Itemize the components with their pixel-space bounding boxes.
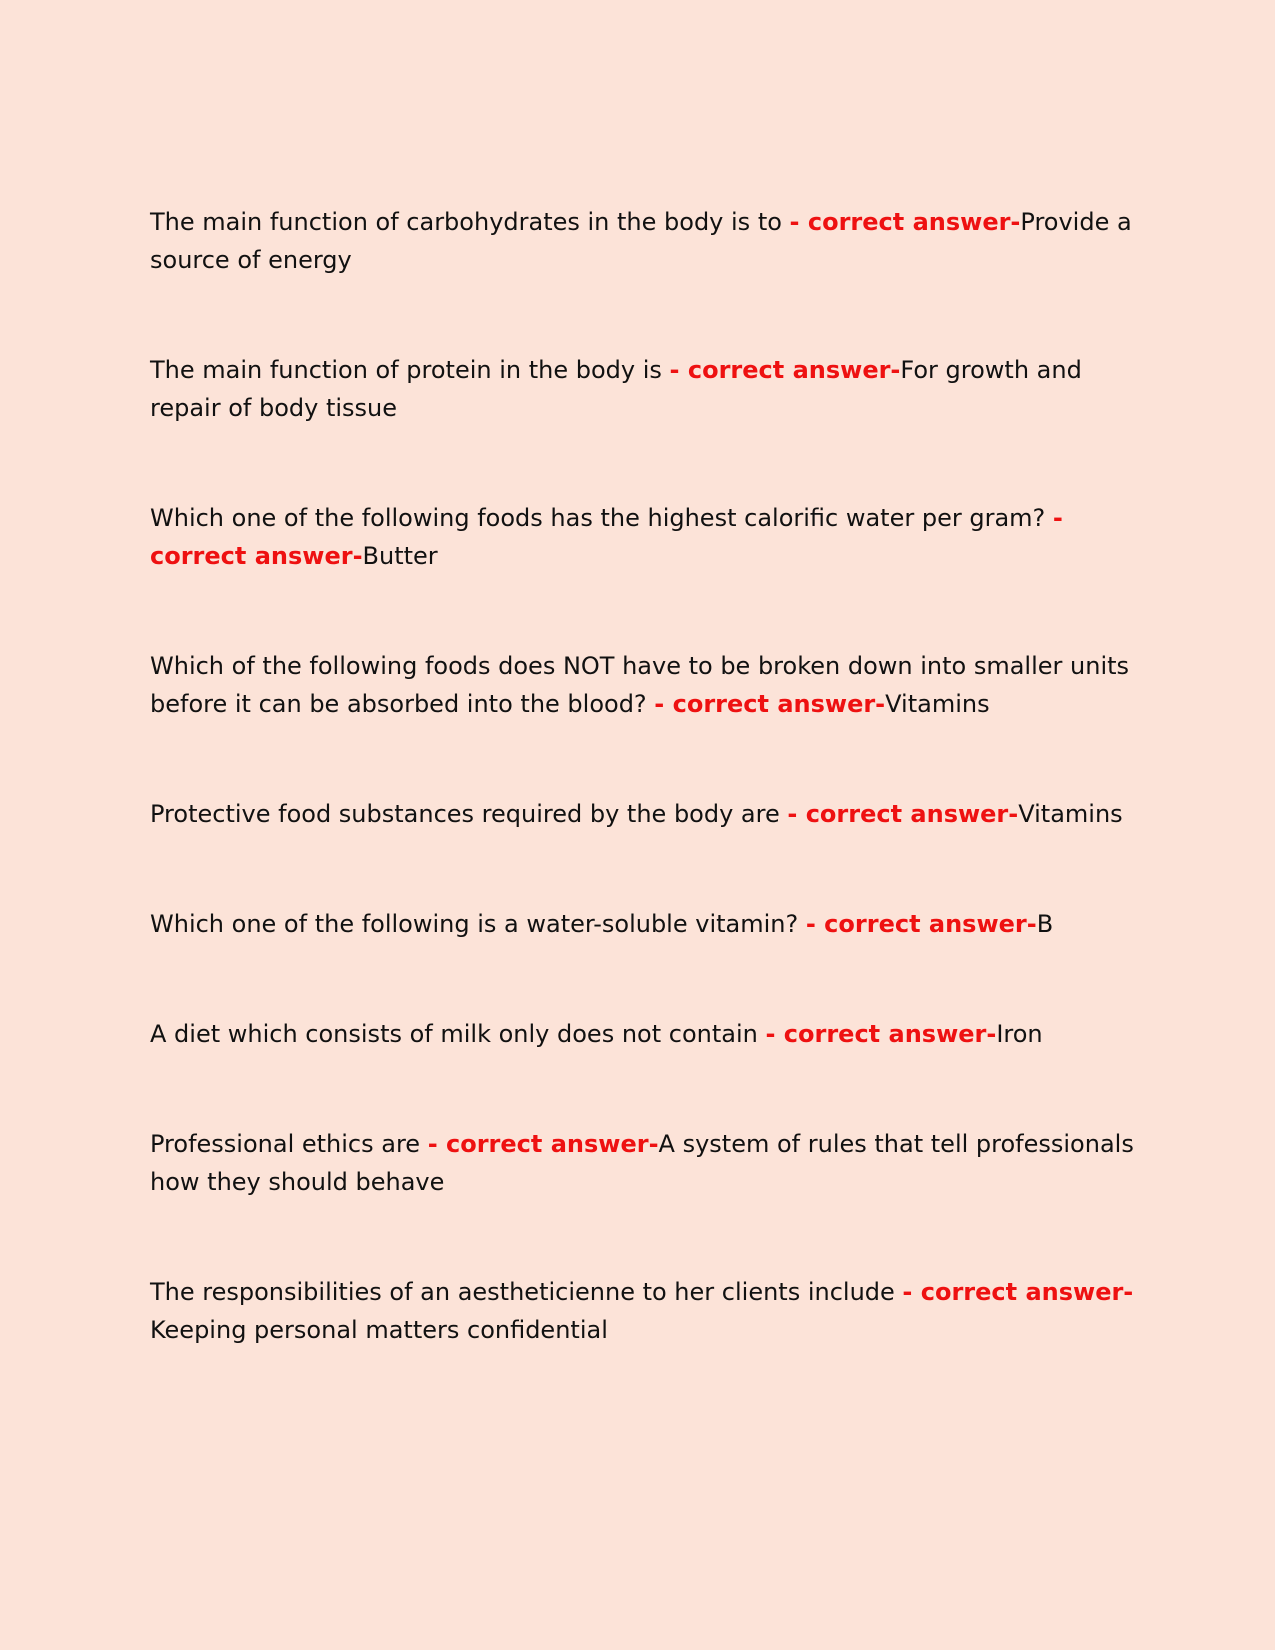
qa-item (150, 647, 1135, 723)
answer-text: Iron (996, 1020, 1043, 1048)
answer-text: A system of rules that tell professionals how they should behave (150, 1130, 1134, 1196)
question-text: Professional ethics are (150, 1130, 428, 1158)
correct-answer-marker: - correct answer- (902, 1278, 1134, 1306)
question-text: Which of the following foods does NOT have to be broken down into smaller units before it can be absorbed into the blood? (150, 652, 1130, 718)
qa-item (150, 905, 1135, 943)
answer-text: Vitamins (885, 690, 990, 718)
answer-text: Butter (362, 542, 438, 570)
qa-item (150, 1015, 1135, 1053)
answer-text: For growth and repair of body tissue (150, 356, 1082, 422)
answer-text: B (1036, 910, 1054, 938)
correct-answer-marker: - correct answer- (427, 1130, 659, 1158)
correct-answer-marker: - correct answer- (789, 208, 1021, 236)
correct-answer-marker: - correct answer- (765, 1020, 997, 1048)
qa-item (150, 499, 1135, 575)
correct-answer-marker: - correct answer- (805, 910, 1037, 938)
qa-item (150, 1125, 1135, 1201)
qa-item (150, 1273, 1135, 1349)
question-text: A diet which consists of milk only does not contain (150, 1020, 766, 1048)
answer-text: Keeping personal matters confidential (150, 1316, 608, 1344)
question-text: The main function of protein in the body is (150, 356, 670, 384)
answer-text: Vitamins (1018, 800, 1123, 828)
correct-answer-marker: - correct answer- (669, 356, 901, 384)
question-text: Which one of the following is a water-soluble vitamin? (150, 910, 806, 938)
answer-text: Provide a source of energy (150, 208, 1132, 274)
question-text: Protective food substances required by the body are (150, 800, 788, 828)
correct-answer-marker: - correct answer- (654, 690, 886, 718)
correct-answer-marker: - correct answer- (150, 504, 1063, 570)
question-text: Which one of the following foods has the highest calorific water per gram? (150, 504, 1053, 532)
qa-item (150, 203, 1135, 279)
document-page (150, 203, 1135, 1421)
correct-answer-marker: - correct answer- (787, 800, 1019, 828)
question-text: The main function of carbohydrates in the body is to (150, 208, 790, 236)
qa-item (150, 795, 1135, 833)
qa-item (150, 351, 1135, 427)
question-text: The responsibilities of an aestheticienne to her clients include (150, 1278, 903, 1306)
